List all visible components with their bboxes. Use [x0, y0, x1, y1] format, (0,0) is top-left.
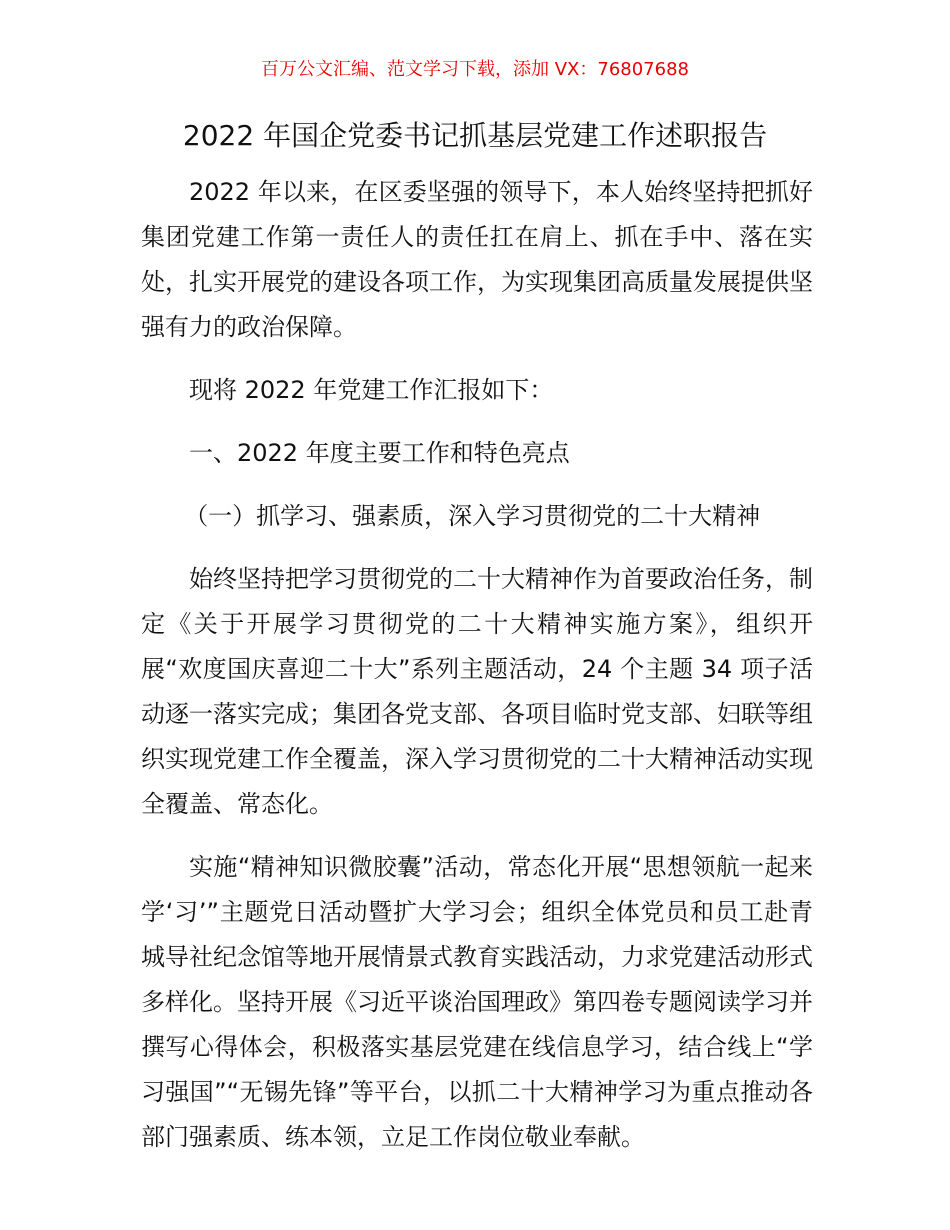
paragraph-report-lead: 现将 2022 年党建工作汇报如下：: [189, 376, 554, 404]
paragraph-activities: 实施“精神知识微胶囊”活动，常态化开展“思想领航一起来学‘习’”主题党日活动暨扩大学习会；组织全体党员和员工赴青城导社纪念馆等地开展情景式教育实践活动，力求党建活动形式多样化。坚持开展《习近平谈治国理政》第四卷专题阅读学习并撰写心得体会，积极落实基层党建在线信息学习，结合线上“学习强国”“无锡先锋”等平台，以抓二十大精神学习为重点推动各部门强素质、练本领，立足工作岗位敬业奉献。: [141, 853, 813, 1151]
header-watermark-note: 百万公文汇编、范文学习下载，添加 VX：76807688: [261, 59, 689, 80]
paragraph-study-implementation: 始终坚持把学习贯彻党的二十大精神作为首要政治任务，制定《关于开展学习贯彻党的二十大精神实施方案》，组织开展“欢度国庆喜迎二十大”系列主题活动，24 个主题 34 项子活动逐一落实完成；集团各党支部、各项目临时党支部、妇联等组织实现党建工作全覆盖，深入学习贯彻党的二十大精神活动实现全覆盖、常态化。: [141, 565, 813, 818]
section-heading-1-1: （一）抓学习、强素质，深入学习贯彻党的二十大精神: [184, 502, 761, 530]
section-heading-1: 一、2022 年度主要工作和特色亮点: [189, 439, 570, 467]
document-title: 2022 年国企党委书记抓基层党建工作述职报告: [182, 119, 768, 152]
document-body: [141, 170, 813, 1178]
paragraph-intro: 2022 年以来，在区委坚强的领导下，本人始终坚持把抓好集团党建工作第一责任人的责任扛在肩上、抓在手中、落在实处，扎实开展党的建设各项工作，为实现集团高质量发展提供坚强有力的政治保障。: [141, 178, 813, 341]
